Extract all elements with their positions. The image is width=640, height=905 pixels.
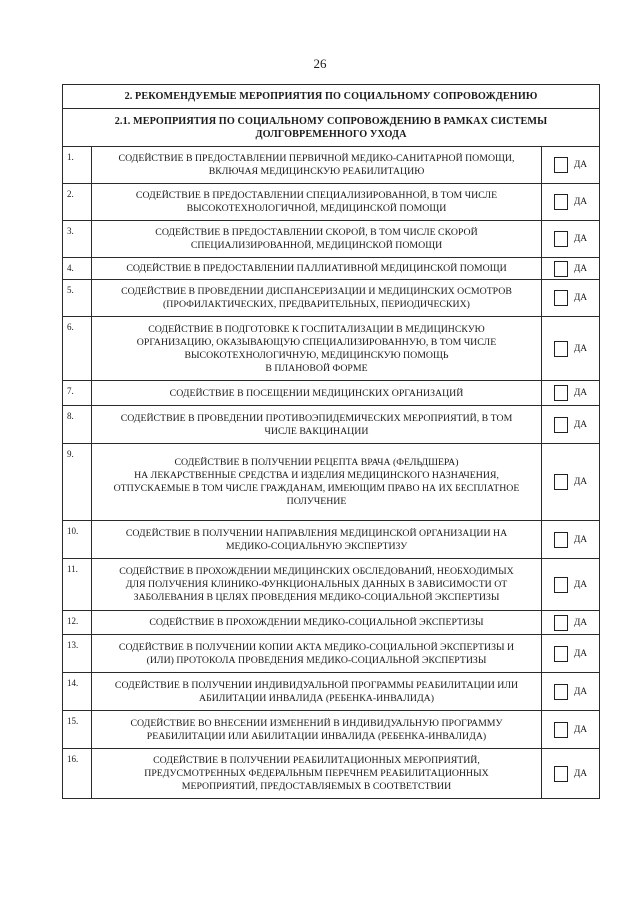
- yes-checkbox[interactable]: [554, 577, 568, 593]
- row-number: 9.: [63, 444, 92, 521]
- table-row: [63, 317, 600, 381]
- yes-label: ДА: [573, 234, 588, 244]
- row-description: [92, 444, 542, 521]
- description-line: ОТПУСКАЕМЫЕ В ТОМ ЧИСЛЕ ГРАЖДАНАМ, ИМЕЮЩИМ ПРАВО НА ИХ БЕСПЛАТНОЕ: [113, 483, 520, 494]
- yes-checkbox[interactable]: [554, 341, 568, 357]
- yes-checkbox[interactable]: [554, 766, 568, 782]
- description-line: СОДЕЙСТВИЕ В ПРЕДОСТАВЛЕНИИ СКОРОЙ, В ТОМ ЧИСЛЕ СКОРОЙ: [155, 227, 478, 238]
- row-number: 3.: [63, 221, 92, 258]
- checkbox-cell: [541, 381, 599, 406]
- table-row: [63, 381, 600, 406]
- row-number: 5.: [63, 280, 92, 317]
- row-description: [92, 521, 542, 559]
- checkbox-cell: [541, 521, 599, 559]
- row-description: [92, 559, 542, 611]
- checkbox-cell: [541, 635, 599, 673]
- social-support-table: [62, 84, 600, 799]
- yes-label: ДА: [573, 263, 588, 274]
- yes-checkbox[interactable]: [554, 290, 568, 306]
- yes-label: ДА: [573, 477, 588, 487]
- description-line: СОДЕЙСТВИЕ В ПРЕДОСТАВЛЕНИИ ПАЛЛИАТИВНОЙ МЕДИЦИНСКОЙ ПОМОЩИ: [126, 263, 507, 274]
- description-line: СОДЕЙСТВИЕ В ПОДГОТОВКЕ К ГОСПИТАЛИЗАЦИИ В МЕДИЦИНСКУЮ: [148, 323, 485, 335]
- description-line: СОДЕЙСТВИЕ В ПРЕДОСТАВЛЕНИИ СПЕЦИАЛИЗИРОВАННОЙ, В ТОМ ЧИСЛЕ: [135, 190, 498, 201]
- yes-label: ДА: [573, 534, 588, 545]
- description-line: СОДЕЙСТВИЕ В ПОЛУЧЕНИИ ИНДИВИДУАЛЬНОЙ ПРОГРАММЫ РЕАБИЛИТАЦИИ ИЛИ: [114, 679, 519, 691]
- checkbox-group: [542, 532, 599, 548]
- row-description: [92, 749, 542, 799]
- description-line: СОДЕЙСТВИЕ В ПРЕДОСТАВЛЕНИИ ПЕРВИЧНОЙ МЕДИКО-САНИТАРНОЙ ПОМОЩИ,: [118, 153, 515, 164]
- description-line: ВКЛЮЧАЯ МЕДИЦИНСКУЮ РЕАБИЛИТАЦИЮ: [208, 166, 425, 177]
- row-description: [92, 280, 542, 317]
- yes-label: ДА: [573, 388, 588, 398]
- row-description: [92, 317, 542, 381]
- description-line: АБИЛИТАЦИИ ИНВАЛИДА (РЕБЕНКА-ИНВАЛИДА): [199, 692, 434, 704]
- yes-checkbox[interactable]: [554, 231, 568, 247]
- yes-label: ДА: [573, 686, 588, 697]
- yes-checkbox[interactable]: [554, 722, 568, 738]
- checkbox-group: [542, 684, 599, 700]
- checkbox-group: [542, 341, 599, 357]
- checkbox-cell: [541, 444, 599, 521]
- yes-label: ДА: [573, 197, 588, 207]
- yes-checkbox[interactable]: [554, 417, 568, 433]
- row-description: [92, 711, 542, 749]
- description-line: МЕДИКО-СОЦИАЛЬНУЮ ЭКСПЕРТИЗУ: [225, 540, 408, 552]
- table-row: [63, 611, 600, 635]
- checkbox-group: [542, 194, 599, 210]
- checkbox-cell: [541, 258, 599, 280]
- checkbox-cell: [541, 280, 599, 317]
- yes-label: ДА: [573, 768, 588, 779]
- description-line: СОДЕЙСТВИЕ В ПОЛУЧЕНИИ КОПИИ АКТА МЕДИКО-СОЦИАЛЬНОЙ ЭКСПЕРТИЗЫ И: [118, 641, 515, 653]
- description-line: ЗАБОЛЕВАНИЯ В ЦЕЛЯХ ПРОВЕДЕНИЯ МЕДИКО-СОЦИАЛЬНОЙ ЭКСПЕРТИЗЫ: [133, 592, 500, 603]
- row-number: 15.: [63, 711, 92, 749]
- table-row: [63, 258, 600, 280]
- row-number: 2.: [63, 184, 92, 221]
- section-header-row: [63, 85, 600, 109]
- description-line: СОДЕЙСТВИЕ В ПОЛУЧЕНИИ РЕАБИЛИТАЦИОННЫХ МЕРОПРИЯТИЙ,: [153, 755, 480, 766]
- checkbox-group: [542, 474, 599, 490]
- yes-checkbox[interactable]: [554, 385, 568, 401]
- description-line: РЕАБИЛИТАЦИИ ИЛИ АБИЛИТАЦИИ ИНВАЛИДА (РЕБЕНКА-ИНВАЛИДА): [146, 730, 487, 742]
- row-description: [92, 635, 542, 673]
- checkbox-group: [542, 231, 599, 247]
- row-number: 8.: [63, 406, 92, 444]
- row-description: [92, 381, 542, 406]
- description-line: СОДЕЙСТВИЕ В ПРОВЕДЕНИИ ДИСПАНСЕРИЗАЦИИ И МЕДИЦИНСКИХ ОСМОТРОВ: [121, 286, 512, 297]
- description-line: В ПЛАНОВОЙ ФОРМЕ: [265, 362, 368, 374]
- section-title: 2. РЕКОМЕНДУЕМЫЕ МЕРОПРИЯТИЯ ПО СОЦИАЛЬНОМУ СОПРОВОЖДЕНИЮ: [63, 85, 600, 109]
- description-line: СОДЕЙСТВИЕ В ПРОХОЖДЕНИИ МЕДИКО-СОЦИАЛЬНОЙ ЭКСПЕРТИЗЫ: [149, 617, 484, 628]
- row-number: 16.: [63, 749, 92, 799]
- checkbox-cell: [541, 749, 599, 799]
- checkbox-cell: [541, 317, 599, 381]
- description-line: ПОЛУЧЕНИЕ: [286, 496, 347, 507]
- yes-checkbox[interactable]: [554, 615, 568, 631]
- description-line: СОДЕЙСТВИЕ В ПРОВЕДЕНИИ ПРОТИВОЭПИДЕМИЧЕСКИХ МЕРОПРИЯТИЙ, В ТОМ: [120, 412, 513, 424]
- row-number: 12.: [63, 611, 92, 635]
- description-line: ВЫСОКОТЕХНОЛОГИЧНОЙ, МЕДИЦИНСКОЙ ПОМОЩИ: [186, 203, 447, 214]
- table-row: [63, 184, 600, 221]
- checkbox-cell: [541, 611, 599, 635]
- checkbox-group: [542, 615, 599, 631]
- checkbox-group: [542, 157, 599, 173]
- yes-label: ДА: [573, 419, 588, 430]
- checkbox-cell: [541, 147, 599, 184]
- checkbox-cell: [541, 711, 599, 749]
- description-line: СПЕЦИАЛИЗИРОВАННОЙ, МЕДИЦИНСКОЙ ПОМОЩИ: [190, 240, 443, 251]
- checkbox-cell: [541, 406, 599, 444]
- description-line: ЧИСЛЕ ВАКЦИНАЦИИ: [264, 425, 369, 437]
- description-line: СОДЕЙСТВИЕ В ПОЛУЧЕНИИ РЕЦЕПТА ВРАЧА (ФЕЛЬДШЕРА): [174, 457, 459, 468]
- checkbox-cell: [541, 559, 599, 611]
- row-description: [92, 258, 542, 280]
- description-line: СОДЕЙСТВИЕ В ПОСЕЩЕНИИ МЕДИЦИНСКИХ ОРГАНИЗАЦИЙ: [169, 387, 464, 399]
- description-line: (ИЛИ) ПРОТОКОЛА ПРОВЕДЕНИЯ МЕДИКО-СОЦИАЛЬНОЙ ЭКСПЕРТИЗЫ: [146, 654, 487, 666]
- description-line: НА ЛЕКАРСТВЕННЫЕ СРЕДСТВА И ИЗДЕЛИЯ МЕДИЦИНСКОГО НАЗНАЧЕНИЯ,: [134, 470, 499, 481]
- description-line: ПРЕДУСМОТРЕННЫХ ФЕДЕРАЛЬНЫМ ПЕРЕЧНЕМ РЕАБИЛИТАЦИОННЫХ: [144, 768, 489, 779]
- yes-checkbox[interactable]: [554, 646, 568, 662]
- checkbox-group: [542, 261, 599, 277]
- yes-checkbox[interactable]: [554, 474, 568, 490]
- subsection-title: 2.1. МЕРОПРИЯТИЯ ПО СОЦИАЛЬНОМУ СОПРОВОЖДЕНИЮ В РАМКАХ СИСТЕМЫ ДОЛГОВРЕМЕННОГО УХОДА: [63, 109, 600, 147]
- description-line: ОРГАНИЗАЦИЮ, ОКАЗЫВАЮЩУЮ СПЕЦИАЛИЗИРОВАННУЮ, В ТОМ ЧИСЛЕ: [136, 336, 497, 348]
- row-description: [92, 406, 542, 444]
- table-row: [63, 280, 600, 317]
- yes-label: ДА: [573, 724, 588, 735]
- description-line: СОДЕЙСТВИЕ ВО ВНЕСЕНИИ ИЗМЕНЕНИЙ В ИНДИВИДУАЛЬНУЮ ПРОГРАММУ: [130, 717, 503, 729]
- yes-label: ДА: [573, 293, 588, 303]
- checkbox-group: [542, 646, 599, 662]
- yes-label: ДА: [573, 648, 588, 659]
- row-number: 11.: [63, 559, 92, 611]
- description-line: СОДЕЙСТВИЕ В ПОЛУЧЕНИИ НАПРАВЛЕНИЯ МЕДИЦИНСКОЙ ОРГАНИЗАЦИИ НА: [125, 527, 508, 539]
- description-line: СОДЕЙСТВИЕ В ПРОХОЖДЕНИИ МЕДИЦИНСКИХ ОБСЛЕДОВАНИЙ, НЕОБХОДИМЫХ: [119, 566, 514, 577]
- yes-label: ДА: [573, 617, 588, 628]
- description-line: ВЫСОКОТЕХНОЛОГИЧНУЮ, МЕДИЦИНСКУЮ ПОМОЩЬ: [184, 349, 449, 361]
- row-number: 4.: [63, 258, 92, 280]
- checkbox-cell: [541, 673, 599, 711]
- yes-checkbox[interactable]: [554, 532, 568, 548]
- row-description: [92, 221, 542, 258]
- row-number: 10.: [63, 521, 92, 559]
- checkbox-group: [542, 722, 599, 738]
- table-row: [63, 749, 600, 799]
- yes-checkbox[interactable]: [554, 157, 568, 173]
- yes-label: ДА: [573, 579, 588, 590]
- row-description: [92, 673, 542, 711]
- row-number: 6.: [63, 317, 92, 381]
- row-number: 7.: [63, 381, 92, 406]
- subsection-header-row: [63, 109, 600, 147]
- table-row: [63, 673, 600, 711]
- description-line: МЕРОПРИЯТИЙ, ПРЕДОСТАВЛЯЕМЫХ В СООТВЕТСТВИИ: [181, 781, 452, 792]
- table-row: [63, 444, 600, 521]
- row-number: 14.: [63, 673, 92, 711]
- table-row: [63, 147, 600, 184]
- yes-label: ДА: [573, 343, 588, 354]
- description-line: ДЛЯ ПОЛУЧЕНИЯ КЛИНИКО-ФУНКЦИОНАЛЬНЫХ ДАННЫХ В ЗАВИСИМОСТИ ОТ: [125, 579, 508, 590]
- checkbox-group: [542, 577, 599, 593]
- checkbox-cell: [541, 221, 599, 258]
- checkbox-group: [542, 290, 599, 306]
- checkbox-group: [542, 385, 599, 401]
- yes-checkbox[interactable]: [554, 261, 568, 277]
- yes-checkbox[interactable]: [554, 194, 568, 210]
- row-number: 1.: [63, 147, 92, 184]
- row-description: [92, 147, 542, 184]
- description-line: (ПРОФИЛАКТИЧЕСКИХ, ПРЕДВАРИТЕЛЬНЫХ, ПЕРИОДИЧЕСКИХ): [163, 299, 470, 310]
- checkbox-group: [542, 417, 599, 433]
- row-number: 13.: [63, 635, 92, 673]
- table-row: [63, 559, 600, 611]
- yes-checkbox[interactable]: [554, 684, 568, 700]
- row-description: [92, 184, 542, 221]
- checkbox-cell: [541, 184, 599, 221]
- table-row: [63, 406, 600, 444]
- page-number: 26: [313, 56, 327, 71]
- yes-label: ДА: [573, 160, 588, 170]
- checkbox-group: [542, 766, 599, 782]
- table-row: [63, 221, 600, 258]
- table-row: [63, 521, 600, 559]
- table-row: [63, 635, 600, 673]
- table-row: [63, 711, 600, 749]
- row-description: [92, 611, 542, 635]
